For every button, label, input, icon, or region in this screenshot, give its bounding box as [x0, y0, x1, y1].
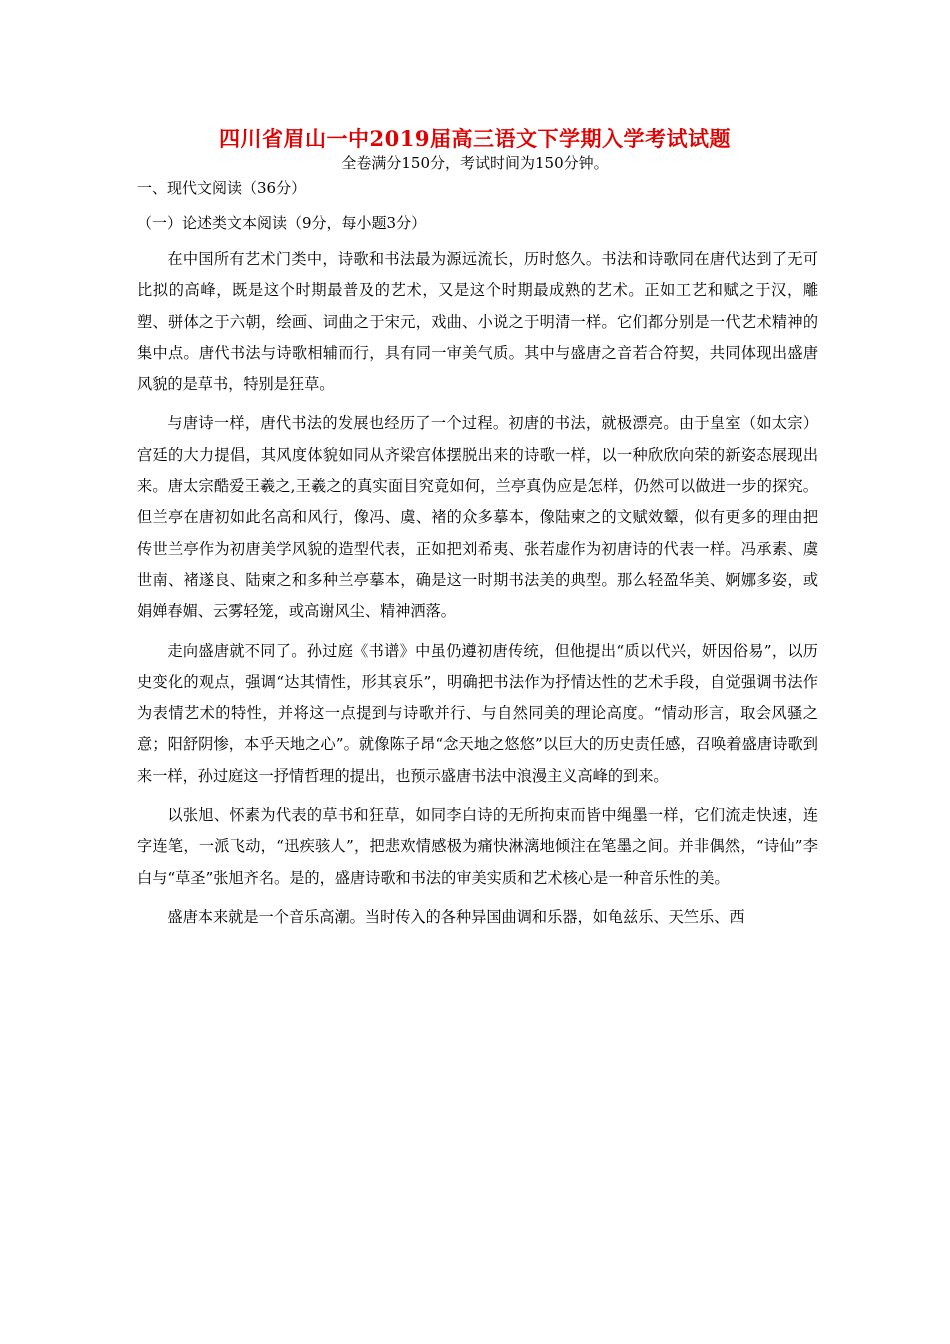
- passage-body: [137, 244, 818, 933]
- section-heading-reading: 一、现代文阅读（36分）: [137, 179, 307, 197]
- document-title: 四川省眉山一中2019届高三语文下学期入学考试试题: [219, 126, 731, 151]
- passage-paragraph: 在中国所有艺术门类中，诗歌和书法最为源远流长，历时悠久。书法和诗歌同在唐代达到了无可比拟的高峰，既是这个时期最普及的艺术，又是这个时期最成熟的艺术。正如工艺和赋之于汉，雕塑、骈体之于六朝，绘画、词曲之于宋元，戏曲、小说之于明清一样。它们都分别是一代艺术精神的集中点。唐代书法与诗歌相辅而行，具有同一审美气质。其中与盛唐之音若合符契，共同体现出盛唐风貌的是草书，特别是狂草。: [137, 250, 818, 394]
- passage-paragraph: 走向盛唐就不同了。孙过庭《书谱》中虽仍遵初唐传统，但他提出“质以代兴，妍因俗易”，以历史变化的观点，强调“达其情性，形其哀乐”，明确把书法作为抒情达性的艺术手段，自觉强调书法作为表情艺术的特性，并将这一点提到与诗歌并行、与自然同美的理论高度。“情动形言，取会风骚之意；阳舒阴惨，本乎天地之心”。就像陈子昂“念天地之悠悠”以巨大的历史责任感，召唤着盛唐诗歌到来一样，孙过庭这一抒情哲理的提出，也预示盛唐书法中浪漫主义高峰的到来。: [137, 641, 818, 785]
- subsection-heading-essay: （一）论述类文本阅读（9分，每小题3分）: [137, 214, 427, 232]
- passage-paragraph: 与唐诗一样，唐代书法的发展也经历了一个过程。初唐的书法，就极漂亮。由于皇室（如太宗）宫廷的大力提倡，其风度体貌如同从齐梁宫体摆脱出来的诗歌一样，以一种欣欣向荣的新姿态展现出来。唐太宗酷爱王羲之,王羲之的真实面目究竟如何，兰亭真伪应是怎样，仍然可以做进一步的探究。但兰亭在唐初如此名高和风行，像冯、虞、褚的众多摹本，像陆柬之的文赋效颦，似有更多的理由把传世兰亭作为初唐美学风貌的造型代表，正如把刘希夷、张若虚作为初唐诗的代表一样。冯承素、虞世南、褚遂良、陆柬之和多种兰亭摹本，确是这一时期书法美的典型。那么轻盈华美、婀娜多姿，或娟婵春媚、云雾轻笼，或高谢风尘、精神洒落。: [137, 414, 818, 621]
- exam-info: 全卷满分150分，考试时间为150分钟。: [341, 154, 609, 172]
- passage-paragraph: 盛唐本来就是一个音乐高潮。当时传入的各种异国曲调和乐器，如龟兹乐、天竺乐、西: [167, 907, 745, 926]
- passage-paragraph: 以张旭、怀素为代表的草书和狂草，如同李白诗的无所拘束而皆中绳墨一样，它们流走快速，连字连笔，一派飞动，“迅疾骇人”，把悲欢情感极为痛快淋漓地倾注在笔墨之间。并非偶然，“诗仙”李白与“草圣”张旭齐名。是的，盛唐诗歌和书法的审美实质和艺术核心是一种音乐性的美。: [137, 806, 818, 887]
